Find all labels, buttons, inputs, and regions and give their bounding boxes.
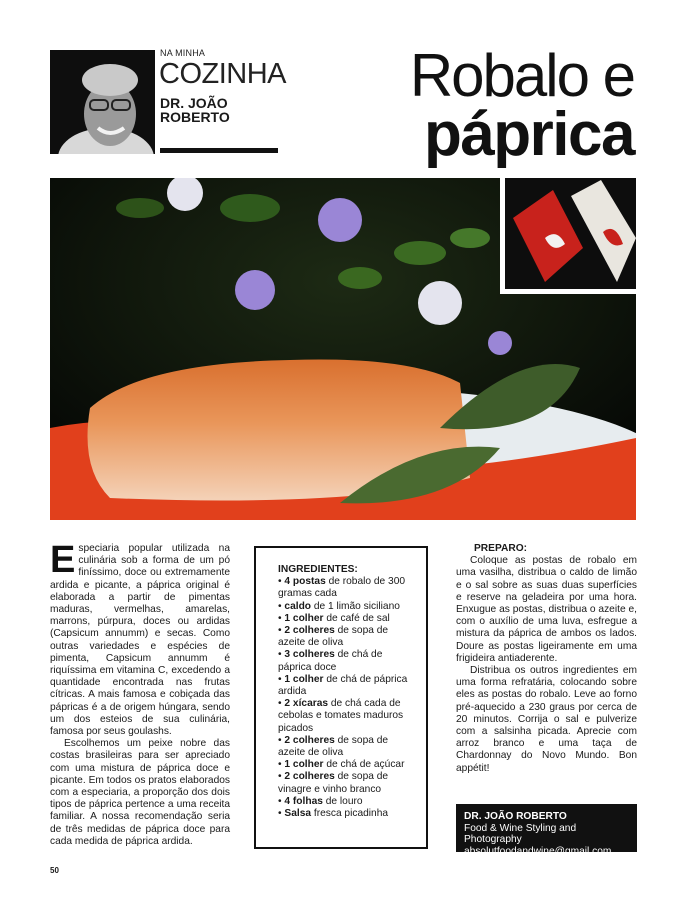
ingredient-quantity: caldo xyxy=(284,600,312,612)
ingredient-item: • 1 colher de chá de páprica ardida xyxy=(278,673,408,698)
ingredient-item: • Salsa fresca picadinha xyxy=(278,808,389,820)
credit-name: DR. JOÃO ROBERTO xyxy=(464,811,567,822)
ingredient-quantity: 4 folhas xyxy=(284,795,323,807)
ingredient-text: de sopa de azeite de oliva xyxy=(278,625,389,649)
ingredient-item: • 1 colher de café de sal xyxy=(278,612,390,624)
intro-column xyxy=(50,539,230,848)
ingredient-quantity: 1 colher xyxy=(284,612,324,624)
page-number: 50 xyxy=(50,866,59,875)
intro-paragraph-2: Escolhemos um peixe nobre das costas brasileiras para ser apreciado com uma mistura de páprica doce e picante. Em todos os pratos elaborados com a especiaria, a proporção dos dois tipos de páprica pertence a uma receita familiar. A nossa recomendação seria de três medidas de páprica doce para cada medida de páprica ardida. xyxy=(50,738,230,847)
ingredients-box xyxy=(254,546,428,849)
preparo-column xyxy=(456,543,637,775)
author-line-2: ROBERTO xyxy=(160,109,230,125)
ingredient-quantity: 2 colheres xyxy=(284,771,335,783)
ingredient-quantity: 1 colher xyxy=(284,673,324,685)
ingredient-quantity: 1 colher xyxy=(284,759,324,771)
ingredient-item: • 3 colheres de chá de páprica doce xyxy=(278,649,383,673)
ingredient-text: de chá de páprica doce xyxy=(278,649,383,673)
ingredient-item: • caldo de 1 limão siciliano xyxy=(278,600,400,612)
ingredient-text: de chá cada de cebolas e tomates maduros picados xyxy=(278,698,404,734)
ingredient-item: • 2 colheres de sopa de azeite de oliva xyxy=(278,734,389,759)
ingredients-list xyxy=(278,576,418,820)
credit-role: Food & Wine Styling and Photography xyxy=(464,822,577,845)
ingredient-item: • 4 postas de robalo de 300 gramas cada xyxy=(278,576,406,600)
intro-paragraph-1-text: speciaria popular utilizada na culinária sob a forma de um pó finíssimo, doce ou extremamente ardida e picante, a páprica original é elaborada a partir de pimentas maduras, vermelhas, amarelas, marrons, púrpura, doces ou ardidas (Capsicum annumm) e secas. Como outras variedades e espécies de pimenta, Capsicum annumm é riquíssima em vitamina C, excedendo a quantidade encontrada nas frutas cítricas. A mais famosa e cobiçada das pápricas é a de origem húngara, sendo um dos esteios de sua culinária, famosa por seus goulashs. xyxy=(50,543,230,738)
author-line-1: DR. JOÃO xyxy=(160,95,228,111)
ingredients-title: INGREDIENTES: xyxy=(278,564,358,575)
ingredient-quantity: Salsa xyxy=(284,808,312,820)
paprika-packets-photo xyxy=(505,178,636,289)
column-label: COZINHA xyxy=(159,58,286,90)
column-author xyxy=(160,96,280,124)
credit-email[interactable]: absolutfoodandwine@gmail.com xyxy=(464,845,612,857)
inset-photo-frame xyxy=(500,178,636,294)
column-label-small: NA MINHA xyxy=(160,48,206,58)
preparo-title: PREPARO: xyxy=(474,543,528,554)
ingredient-text: de chá de açúcar xyxy=(323,759,405,771)
ingredient-text: fresca picadinha xyxy=(311,808,389,820)
ingredient-item: • 2 colheres de sopa de azeite de oliva xyxy=(278,625,389,649)
ingredient-text: de sopa de azeite de oliva xyxy=(278,734,389,759)
preparo-paragraph-1: Coloque as postas de robalo em uma vasilha, distribua o caldo de limão e o sal sobre as suas duas superfícies e reserve na geladeira por uma hora. Enxugue as postas, distribua o azeite e, com o auxílio de uma luva, esfregue a mistura da páprica de ambos os lados. Doure as postas ligeiramente em uma frigideira antiaderente. xyxy=(456,555,637,664)
drop-cap: E xyxy=(50,539,76,581)
ingredient-quantity: 3 colheres xyxy=(284,649,335,661)
ingredient-quantity: 2 colheres xyxy=(284,625,335,637)
ingredient-quantity: 2 xícaras xyxy=(284,698,329,710)
column-rule xyxy=(160,148,278,153)
article-title-line-2: páprica xyxy=(423,100,634,169)
ingredient-quantity: 4 postas xyxy=(284,576,326,588)
preparo-paragraph-2: Distribua os outros ingredientes em uma forma refratária, colocando sobre eles as postas do robalo. Leve ao forno pré-aquecido a 230 graus por cerca de 20 minutos. Corrija o sal e pulverize com a salsinha picada. Aprecie com arroz branco e uma taça de Chardonnay do Novo Mundo. Bon appétit! xyxy=(456,665,637,774)
ingredient-item: • 2 xícaras de chá cada de cebolas e tomates maduros picados xyxy=(278,698,404,734)
ingredient-text: de sopa de vinagre e vinho branco xyxy=(278,771,389,795)
intro-paragraph-1 xyxy=(50,539,230,738)
author-credit-box xyxy=(456,804,637,857)
ingredient-text: de 1 limão siciliano xyxy=(311,600,400,612)
ingredient-text: de louro xyxy=(322,795,363,807)
author-photo xyxy=(50,50,155,154)
ingredient-text: de robalo de 300 gramas cada xyxy=(278,576,406,600)
ingredient-quantity: 2 colheres xyxy=(284,734,335,746)
ingredient-item: • 2 colheres de sopa de vinagre e vinho branco xyxy=(278,771,389,795)
ingredient-text: de chá de páprica ardida xyxy=(278,673,408,698)
ingredient-text: de café de sal xyxy=(323,612,390,624)
ingredient-item: • 1 colher de chá de açúcar xyxy=(278,759,405,771)
article-title-line-1: Robalo e xyxy=(409,42,634,109)
ingredient-item: • 4 folhas de louro xyxy=(278,795,363,807)
